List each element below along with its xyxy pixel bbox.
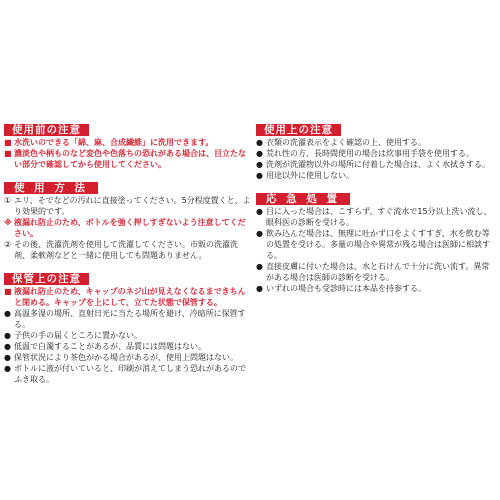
section-before-use [4, 118, 252, 170]
storage-text: 液漏れ防止のため、キャップのネジ山が見えなくなるまできちんと閉める。キャップを上にして、立てた状態で保管する。 [14, 287, 246, 307]
storage-item [4, 341, 252, 352]
caution-text: 荒れ性の方、長時間使用の場合は炊事用手袋を使用する。 [266, 149, 474, 158]
circle-bullet-icon: ● [4, 364, 11, 373]
first-aid-item [256, 261, 496, 283]
step-item [4, 195, 252, 217]
fabric-types: 「綿、麻、合成繊維」 [70, 138, 150, 147]
section-how-to-use [4, 176, 252, 261]
first-aid-text: 目に入った場合は、こすらず、すぐ流水で15分以上洗い流し、眼科医の診断を受ける。 [266, 207, 492, 227]
caution-item [256, 159, 496, 170]
first-aid-text: 飲み込んだ場合は、無理に吐かず口をよくすすぎ、水を飲む等の処置を受ける。多量の場合や異常が残る場合は医師に相談する。 [266, 229, 490, 260]
right-column [256, 118, 496, 300]
storage-text: 高温多湿の場所、直射日光に当たる場所を避け、冷暗所に保管する。 [14, 309, 246, 329]
heading-storage: 保管上の注意 [4, 273, 89, 285]
storage-item [4, 308, 252, 330]
before-use-item [4, 137, 252, 148]
heading-before-use: 使用前の注意 [4, 124, 89, 136]
circle-bullet-icon: ● [256, 149, 263, 158]
caution-item [256, 170, 496, 181]
left-column [4, 118, 252, 391]
before-use-item [4, 148, 252, 170]
square-bullet-icon: ■ [4, 149, 12, 158]
storage-item [4, 286, 252, 308]
circle-bullet-icon: ● [256, 138, 263, 147]
storage-text: 子供の手の届くところに置かない。 [14, 331, 142, 340]
step-text: その後、洗濯洗剤を使用して洗濯してください。市販の洗濯洗剤、柔軟剤などと一緒に使用しても問題ありません。 [14, 240, 238, 260]
circle-bullet-icon: ● [256, 171, 263, 180]
heading-how-to-use: 使 用 方 法 [4, 182, 98, 194]
section-storage [4, 267, 252, 385]
first-aid-text: いずれの場合も受診時には本品を持参する。 [266, 284, 426, 293]
heading-first-aid: 応 急 処 置 [256, 193, 350, 205]
caution-text: 衣類の洗濯表示をよく確認の上、使用する。 [266, 138, 426, 147]
storage-item [4, 363, 252, 385]
circle-bullet-icon: ● [256, 160, 263, 169]
step-note [4, 217, 252, 239]
circle-bullet-icon: ● [256, 229, 263, 238]
caution-item [256, 137, 496, 148]
storage-item [4, 352, 252, 363]
circle-bullet-icon: ● [4, 353, 11, 362]
before-use-text: 濃淡色や柄ものなど変色や色落ちの恐れがある場合は、目立たない部分で確認してから使用してください。 [14, 149, 246, 169]
storage-text: 低温で白濁することがあるが、品質には問題はない。 [14, 342, 206, 351]
before-use-text-b: に洗用できます。 [150, 138, 214, 147]
first-aid-text: 直接皮膚に付いた場合は、水と石けんで十分に洗い流す。異常がある場合は医師の診断を受ける。 [266, 262, 490, 282]
step-note-text: 液漏れ防止のため、ボトルを強く押しすぎないよう注意してください。 [14, 218, 246, 238]
first-aid-item [256, 206, 496, 228]
section-first-aid [256, 187, 496, 294]
step-text: エリ、そでなどの汚れに直接塗ってください。5分程度置くと、より効果的です。 [14, 196, 251, 216]
circle-bullet-icon: ● [256, 262, 263, 271]
first-aid-item [256, 228, 496, 261]
circle-bullet-icon: ● [256, 207, 263, 216]
circle-bullet-icon: ● [256, 284, 263, 293]
step-item [4, 239, 252, 261]
circle-bullet-icon: ● [4, 331, 11, 340]
section-usage-caution [256, 118, 496, 181]
storage-text: ボトルに液が付いていると、印刷が消えてしまう恐れがあるのでふき取る。 [14, 364, 246, 384]
step-number: ① [4, 196, 12, 205]
caution-item [256, 148, 496, 159]
storage-item [4, 330, 252, 341]
storage-text: 保管状況により茶色がかる場合があるが、使用上問題はない。 [14, 353, 238, 362]
step-number: ② [4, 240, 12, 249]
note-mark-icon: ※ [4, 218, 12, 227]
circle-bullet-icon: ● [4, 309, 11, 318]
circle-bullet-icon: ● [4, 342, 11, 351]
heading-usage-caution: 使用上の注意 [256, 124, 341, 136]
square-bullet-icon: ■ [4, 138, 12, 147]
square-bullet-icon: ■ [4, 287, 12, 296]
caution-text: 洗剤が洗濯物以外の場所に付着した場合は、よく水拭きする。 [266, 160, 490, 169]
caution-text: 用途以外に使用しない。 [266, 171, 354, 180]
first-aid-item [256, 283, 496, 294]
before-use-text-a: 水洗いのできる [14, 138, 70, 147]
